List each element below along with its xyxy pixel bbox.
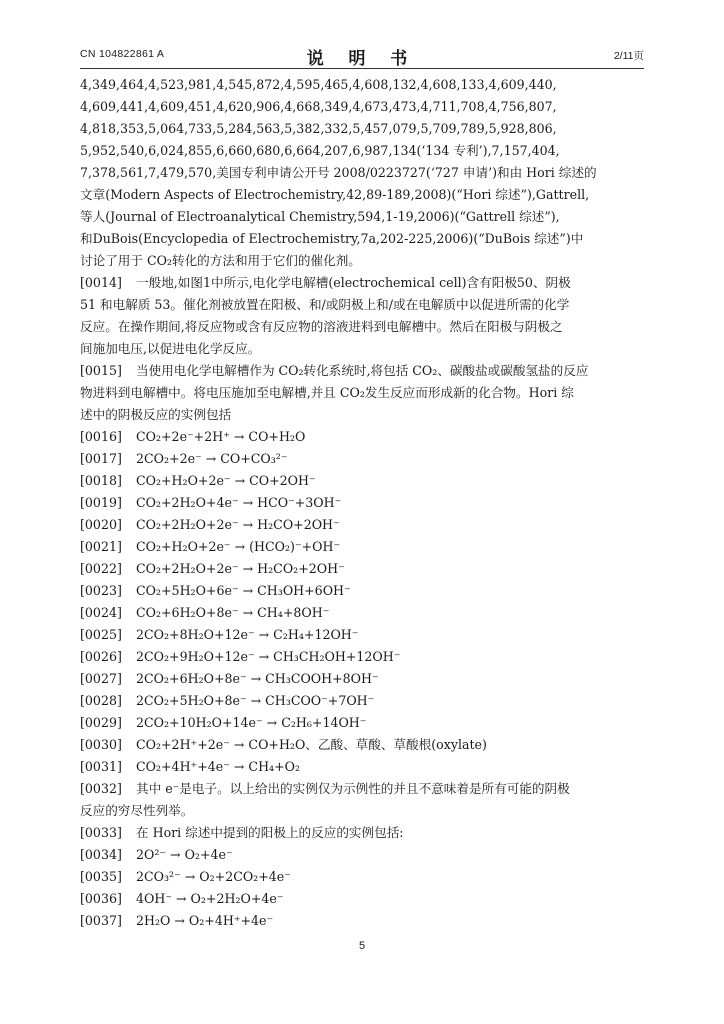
paragraph-0014 xyxy=(80,272,646,360)
text-line: 反应。在操作期间,将反应物或含有反应物的溶液进料到电解槽中。然后在阳极与阴极之 xyxy=(80,319,563,334)
paragraph-number: [0031] xyxy=(80,759,122,774)
paragraph-number: [0033] xyxy=(80,825,122,840)
equation-row xyxy=(80,624,646,646)
text-line: 间施加电压,以促进电化学反应。 xyxy=(80,341,261,356)
document-id: CN 104822861 A xyxy=(80,48,165,60)
equation: 2H₂O → O₂+4H⁺+4e⁻ xyxy=(136,913,274,928)
equation-row xyxy=(80,536,646,558)
text-line: 述中的阴极反应的实例包括 xyxy=(80,407,232,422)
equation: 2CO₃²⁻ → O₂+2CO₂+4e⁻ xyxy=(136,869,291,884)
equation: 2CO₂+9H₂O+12e⁻ → CH₃CH₂OH+12OH⁻ xyxy=(136,649,401,664)
text-line: 51 和电解质 53。催化剂被放置在阳极、和/或阴极上和/或在电解质中以促进所需的化学 xyxy=(80,297,570,312)
text-line: 讨论了用于 CO₂转化的方法和用于它们的催化剂。 xyxy=(80,253,361,268)
text-line: 和DuBois(Encyclopedia of Electrochemistry,7a,202-225,2006)(“DuBois 综述”)中 xyxy=(80,231,584,246)
paragraph-number: [0018] xyxy=(80,473,122,488)
document-body xyxy=(80,74,646,932)
equation-row xyxy=(80,712,646,734)
equation: CO₂+2H₂O+2e⁻ → H₂CO₂+2OH⁻ xyxy=(136,561,345,576)
paragraph-number: [0016] xyxy=(80,429,122,444)
equation: CO₂+5H₂O+6e⁻ → CH₃OH+6OH⁻ xyxy=(136,583,351,598)
equation: CO₂+H₂O+2e⁻ → (HCO₂)⁻+OH⁻ xyxy=(136,539,341,554)
equation: 2CO₂+2e⁻ → CO+CO₃²⁻ xyxy=(136,451,288,466)
paragraph-number: [0021] xyxy=(80,539,122,554)
equation: CO₂+2e⁻+2H⁺ → CO+H₂O xyxy=(136,429,306,444)
equation-row xyxy=(80,514,646,536)
equation: CO₂+H₂O+2e⁻ → CO+2OH⁻ xyxy=(136,473,316,488)
text-line: 4,818,353,5,064,733,5,284,563,5,382,332,5,457,079,5,709,789,5,928,806, xyxy=(80,121,557,136)
equation: 4OH⁻ → O₂+2H₂O+4e⁻ xyxy=(136,891,284,906)
equation-row xyxy=(80,668,646,690)
equation-row xyxy=(80,888,646,910)
equation-row xyxy=(80,690,646,712)
equation-row xyxy=(80,426,646,448)
text-line: 当使用电化学电解槽作为 CO₂转化系统时,将包括 CO₂、碳酸盐或碳酸氢盐的反应 xyxy=(136,363,589,378)
paragraph-number: [0029] xyxy=(80,715,122,730)
paragraph-0032 xyxy=(80,778,646,822)
equation: CO₂+6H₂O+8e⁻ → CH₄+8OH⁻ xyxy=(136,605,330,620)
paragraph-number: [0020] xyxy=(80,517,122,532)
equation-row xyxy=(80,910,646,932)
paragraph-number: [0037] xyxy=(80,913,122,928)
paragraph-number: [0024] xyxy=(80,605,122,620)
equation: 2CO₂+8H₂O+12e⁻ → C₂H₄+12OH⁻ xyxy=(136,627,359,642)
text-line: 一般地,如图1中所示,电化学电解槽(electrochemical cell)含有阳极50、阴极 xyxy=(136,275,571,290)
paragraph-number: [0023] xyxy=(80,583,122,598)
text-line: 反应的穷尽性列举。 xyxy=(80,803,194,818)
text-line: 5,952,540,6,024,855,6,660,680,6,664,207,6,987,134(‘134 专利’),7,157,404, xyxy=(80,143,560,158)
equation: 2CO₂+10H₂O+14e⁻ → C₂H₆+14OH⁻ xyxy=(136,715,367,730)
equation-row xyxy=(80,646,646,668)
continuation-paragraph xyxy=(80,74,646,272)
paragraph-number: [0015] xyxy=(80,363,122,378)
paragraph-number: [0035] xyxy=(80,869,122,884)
paragraph-number: [0026] xyxy=(80,649,122,664)
page-number: 5 xyxy=(358,940,366,952)
text-line: 4,349,464,4,523,981,4,545,872,4,595,465,4,608,132,4,608,133,4,609,440, xyxy=(80,77,557,92)
cathode-reaction-list xyxy=(80,426,646,778)
equation-row xyxy=(80,558,646,580)
equation-row xyxy=(80,470,646,492)
paragraph-number: [0030] xyxy=(80,737,122,752)
paragraph-0015 xyxy=(80,360,646,426)
paragraph-number: [0019] xyxy=(80,495,122,510)
equation-row xyxy=(80,492,646,514)
equation-row xyxy=(80,756,646,778)
equation-row xyxy=(80,602,646,624)
text-line: 4,609,441,4,609,451,4,620,906,4,668,349,4,673,473,4,711,708,4,756,807, xyxy=(80,99,557,114)
equation-row xyxy=(80,734,646,756)
paragraph-number: [0036] xyxy=(80,891,122,906)
equation: 2O²⁻ → O₂+4e⁻ xyxy=(136,847,233,862)
page-indicator: 2/11页 xyxy=(613,50,644,62)
document-title: 说 明 书 xyxy=(306,49,418,68)
paragraph-number: [0032] xyxy=(80,781,122,796)
equation-row xyxy=(80,844,646,866)
equation-row xyxy=(80,866,646,888)
equation: 2CO₂+6H₂O+8e⁻ → CH₃COOH+8OH⁻ xyxy=(136,671,379,686)
paragraph-number: [0028] xyxy=(80,693,122,708)
header-rule xyxy=(80,68,644,69)
paragraph-number: [0027] xyxy=(80,671,122,686)
equation: 2CO₂+5H₂O+8e⁻ → CH₃COO⁻+7OH⁻ xyxy=(136,693,375,708)
anode-reaction-list xyxy=(80,844,646,932)
paragraph-0033 xyxy=(80,822,646,844)
paragraph-number: [0022] xyxy=(80,561,122,576)
text-line: 等人(Journal of Electroanalytical Chemistry,594,1-19,2006)(“Gattrell 综述”), xyxy=(80,209,560,224)
text-line: 文章(Modern Aspects of Electrochemistry,42,89-189,2008)(“Hori 综述”),Gattrell, xyxy=(80,187,590,202)
equation: CO₂+2H₂O+4e⁻ → HCO⁻+3OH⁻ xyxy=(136,495,342,510)
equation: CO₂+4H⁺+4e⁻ → CH₄+O₂ xyxy=(136,759,301,774)
page-header xyxy=(80,44,644,66)
text-line: 其中 e⁻是电子。以上给出的实例仅为示例性的并且不意味着是所有可能的阴极 xyxy=(136,781,570,796)
equation-row xyxy=(80,580,646,602)
equation-row xyxy=(80,448,646,470)
equation: CO₂+2H₂O+2e⁻ → H₂CO+2OH⁻ xyxy=(136,517,340,532)
text-line: 7,378,561,7,479,570,美国专利申请公开号 2008/0223727(‘727 申请’)和由 Hori 综述的 xyxy=(80,165,597,180)
text-line: 在 Hori 综述中提到的阳极上的反应的实例包括: xyxy=(136,825,404,840)
paragraph-number: [0025] xyxy=(80,627,122,642)
equation: CO₂+2H⁺+2e⁻ → CO+H₂O、乙酸、草酸、草酸根(oxylate) xyxy=(136,737,487,752)
paragraph-number: [0034] xyxy=(80,847,122,862)
paragraph-number: [0017] xyxy=(80,451,122,466)
paragraph-number: [0014] xyxy=(80,275,122,290)
text-line: 物进料到电解槽中。将电压施加至电解槽,并且 CO₂发生反应而形成新的化合物。Hori 综 xyxy=(80,385,574,400)
